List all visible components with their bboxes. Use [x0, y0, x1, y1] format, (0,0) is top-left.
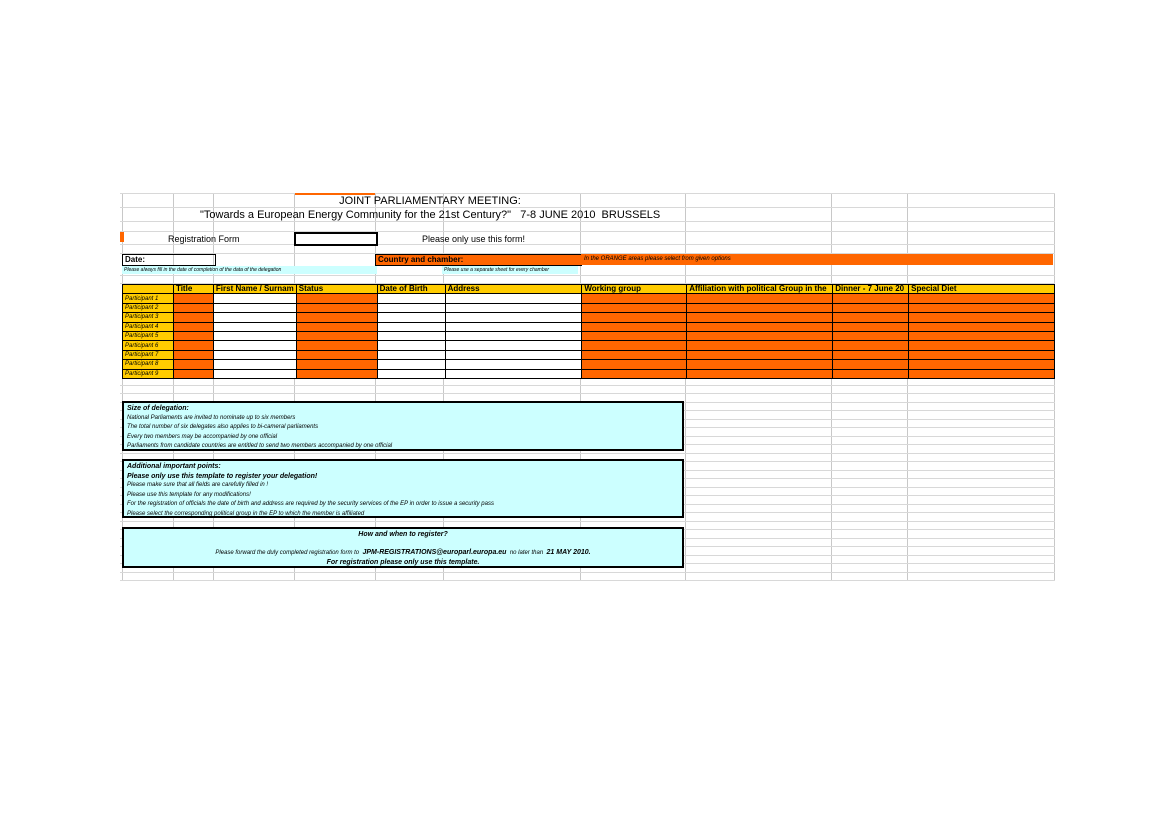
table-row [123, 313, 1055, 322]
table-row [123, 350, 1055, 359]
orange-areas-note: In the ORANGE areas please select from given options [581, 254, 1053, 265]
status-cell[interactable] [296, 313, 377, 322]
registration-form-label: Registration Form [168, 234, 240, 244]
grid-col-line [831, 193, 832, 581]
box-line: For the registration of officials the date of birth and address are required by the security services of the EP in order to issue a security pass [127, 501, 494, 507]
table-row [123, 303, 1055, 312]
dinner-cell[interactable] [833, 369, 909, 378]
affiliation-cell[interactable] [687, 313, 833, 322]
date-field[interactable] [122, 254, 216, 266]
special-diet-cell[interactable] [909, 322, 1055, 331]
dinner-cell[interactable] [833, 350, 909, 359]
important-points-box [122, 459, 684, 518]
address-cell[interactable] [445, 322, 582, 331]
column-header-dob: Date of Birth [377, 285, 445, 294]
box-line: The total number of six delegates also applies to bi-cameral parliaments [127, 424, 319, 430]
address-cell[interactable] [445, 294, 582, 303]
working-group-cell[interactable] [582, 313, 687, 322]
delegation-size-box [122, 401, 684, 451]
participants-table [122, 284, 1055, 379]
dinner-cell[interactable] [833, 294, 909, 303]
date-label: Date: [125, 255, 146, 264]
working-group-cell[interactable] [582, 303, 687, 312]
participant-label: Participant 1 [123, 294, 174, 303]
grid-row-line [120, 231, 1055, 232]
grid-row-line [120, 275, 1055, 276]
box-line: National Parliaments are invited to nominate up to six members [127, 414, 296, 421]
table-row [123, 331, 1055, 340]
title-cell[interactable] [173, 303, 213, 312]
working-group-cell[interactable] [582, 331, 687, 340]
special-diet-cell[interactable] [909, 350, 1055, 359]
meeting-title: JOINT PARLIAMENTARY MEETING: [339, 195, 521, 207]
name-cell[interactable] [213, 303, 296, 312]
status-cell[interactable] [296, 294, 377, 303]
table-row [123, 322, 1055, 331]
grid-col-line [1054, 193, 1055, 581]
instruction-text: no later than [509, 549, 544, 556]
grid-col-line [294, 193, 295, 581]
dob-cell[interactable] [377, 360, 445, 369]
column-header-working-group: Working group [582, 285, 687, 294]
participant-label: Participant 4 [123, 322, 174, 331]
dinner-cell[interactable] [833, 360, 909, 369]
title-cell[interactable] [173, 341, 213, 350]
name-cell[interactable] [213, 350, 296, 359]
register-instructions [127, 548, 679, 559]
grid-row-line [120, 453, 1055, 454]
dinner-cell[interactable] [833, 331, 909, 340]
working-group-cell[interactable] [582, 369, 687, 378]
name-cell[interactable] [213, 360, 296, 369]
dob-cell[interactable] [377, 313, 445, 322]
orange-marker [120, 232, 124, 242]
column-header-name: First Name / Surnam [213, 285, 296, 294]
special-diet-cell[interactable] [909, 303, 1055, 312]
special-diet-cell[interactable] [909, 313, 1055, 322]
title-cell[interactable] [173, 350, 213, 359]
working-group-cell[interactable] [582, 350, 687, 359]
participant-label: Participant 8 [123, 360, 174, 369]
dob-cell[interactable] [377, 303, 445, 312]
grid-col-line [122, 193, 123, 581]
working-group-cell[interactable] [582, 360, 687, 369]
country-chamber-label: Country and chamber: [378, 255, 464, 264]
affiliation-cell[interactable] [687, 350, 833, 359]
status-cell[interactable] [296, 322, 377, 331]
grid-col-line [173, 193, 174, 581]
affiliation-cell[interactable] [687, 360, 833, 369]
box-line: Every two members may be accompanied by one official [127, 433, 278, 440]
table-row [123, 360, 1055, 369]
status-cell[interactable] [296, 350, 377, 359]
grid-col-line [580, 193, 581, 581]
address-cell[interactable] [445, 360, 582, 369]
box-heading: How and when to register? [358, 531, 448, 538]
dob-cell[interactable] [377, 350, 445, 359]
column-header [123, 285, 174, 294]
dob-cell[interactable] [377, 294, 445, 303]
participant-label: Participant 7 [123, 350, 174, 359]
participant-label: Participant 9 [123, 369, 174, 378]
affiliation-cell[interactable] [687, 322, 833, 331]
name-cell[interactable] [213, 313, 296, 322]
name-cell[interactable] [213, 369, 296, 378]
special-diet-cell[interactable] [909, 360, 1055, 369]
grid-col-line [443, 193, 444, 581]
special-diet-cell[interactable] [909, 294, 1055, 303]
address-cell[interactable] [445, 341, 582, 350]
affiliation-cell[interactable] [687, 341, 833, 350]
working-group-cell[interactable] [582, 341, 687, 350]
box-heading: Size of delegation: [127, 405, 189, 412]
status-cell[interactable] [296, 341, 377, 350]
column-header-address: Address [445, 285, 582, 294]
column-header-status: Status [296, 285, 377, 294]
dob-cell[interactable] [377, 322, 445, 331]
table-row [123, 294, 1055, 303]
title-cell[interactable] [173, 360, 213, 369]
grid-row-line [120, 572, 1055, 573]
status-cell[interactable] [296, 303, 377, 312]
dinner-cell[interactable] [833, 341, 909, 350]
box-subheading: Please only use this template to register your delegation! [127, 472, 318, 480]
address-cell[interactable] [445, 369, 582, 378]
title-cell[interactable] [173, 369, 213, 378]
participant-label: Participant 3 [123, 313, 174, 322]
grid-col-line [213, 193, 214, 581]
registration-form-field[interactable] [294, 232, 378, 246]
only-use-notice: Please only use this form! [422, 234, 526, 244]
meeting-subtitle: "Towards a European Energy Community for the 21st Century?" 7-8 JUNE 2010 BRUSSELS [200, 209, 661, 221]
grid-row-line [120, 580, 1055, 581]
box-line: Please use this template for any modifications! [127, 491, 251, 498]
grid-col-line [375, 193, 376, 581]
title-cell[interactable] [173, 313, 213, 322]
instruction-text: Please forward the duly completed registration form to [215, 549, 360, 556]
grid-row-line [120, 244, 1055, 245]
box-heading: Additional important points: [127, 463, 221, 470]
column-header-affiliation: Affiliation with political Group in the [687, 285, 833, 294]
participant-label: Participant 5 [123, 331, 174, 340]
box-footer: For registration please only use this template. [326, 559, 480, 566]
status-cell[interactable] [296, 360, 377, 369]
grid-row-line [120, 385, 1055, 386]
address-cell[interactable] [445, 331, 582, 340]
working-group-cell[interactable] [582, 294, 687, 303]
box-line: Please make sure that all fields are carefully filled in ! [127, 482, 269, 488]
participant-label: Participant 2 [123, 303, 174, 312]
affiliation-cell[interactable] [687, 331, 833, 340]
address-cell[interactable] [445, 313, 582, 322]
grid-row-line [120, 193, 1055, 194]
grid-col-line [907, 193, 908, 581]
affiliation-cell[interactable] [687, 369, 833, 378]
table-header-row [123, 285, 1055, 294]
special-diet-cell[interactable] [909, 369, 1055, 378]
dinner-cell[interactable] [833, 303, 909, 312]
dinner-cell[interactable] [833, 313, 909, 322]
title-cell[interactable] [173, 331, 213, 340]
status-cell[interactable] [296, 331, 377, 340]
title-cell[interactable] [173, 294, 213, 303]
affiliation-cell[interactable] [687, 303, 833, 312]
affiliation-cell[interactable] [687, 294, 833, 303]
participant-label: Participant 6 [123, 341, 174, 350]
grid-row-line [120, 221, 1055, 222]
column-header-dinner: Dinner - 7 June 20 [833, 285, 909, 294]
registration-email-link[interactable]: JPM-REGISTRATIONS@europarl.europa.eu [362, 548, 507, 556]
column-header-special-diet: Special Diet [909, 285, 1055, 294]
dob-cell[interactable] [377, 369, 445, 378]
address-cell[interactable] [445, 303, 582, 312]
status-cell[interactable] [296, 369, 377, 378]
dob-cell[interactable] [377, 331, 445, 340]
grid-col-line [685, 193, 686, 581]
box-line: Parliaments from candidate countries are entitled to send two members accompanied by one official [127, 443, 393, 449]
table-row [123, 341, 1055, 350]
name-cell[interactable] [213, 294, 296, 303]
name-cell[interactable] [213, 341, 296, 350]
country-chamber-field[interactable] [375, 254, 582, 266]
how-to-register-box [122, 527, 684, 568]
grid-row-line [120, 521, 1055, 522]
box-line: Please select the corresponding political group in the EP to which the member is affiliated [127, 510, 365, 517]
spreadsheet-sheet [120, 193, 1055, 581]
grid-row-line [120, 393, 1055, 394]
special-diet-cell[interactable] [909, 341, 1055, 350]
special-diet-cell[interactable] [909, 331, 1055, 340]
country-hint: Please use a separate sheet for every chamber [442, 266, 578, 274]
dob-cell[interactable] [377, 341, 445, 350]
dinner-cell[interactable] [833, 322, 909, 331]
address-cell[interactable] [445, 350, 582, 359]
deadline-text: 21 MAY 2010. [546, 548, 591, 556]
table-row [123, 369, 1055, 378]
working-group-cell[interactable] [582, 322, 687, 331]
name-cell[interactable] [213, 322, 296, 331]
column-header-title: Title [173, 285, 213, 294]
date-hint: Please always fill in the date of completion of the data of the delegation [122, 266, 377, 274]
grid-row-line [120, 207, 1055, 208]
name-cell[interactable] [213, 331, 296, 340]
title-cell[interactable] [173, 322, 213, 331]
